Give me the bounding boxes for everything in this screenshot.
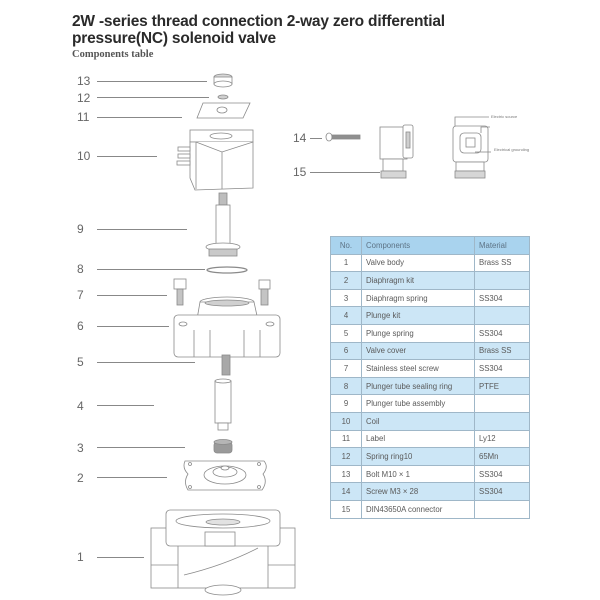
row-component: Coil <box>362 412 475 430</box>
callout-line-6 <box>97 326 169 327</box>
row-material: Brass SS <box>475 342 530 360</box>
row-no: 12 <box>331 448 362 466</box>
row-component: DIN43650A connector <box>362 500 475 518</box>
table-row <box>331 483 530 501</box>
valve-body-icon <box>151 510 295 595</box>
table-row <box>331 412 530 430</box>
row-material: SS304 <box>475 289 530 307</box>
row-no: 13 <box>331 465 362 483</box>
callout-1: 1 <box>77 550 84 564</box>
din-connector-front-icon <box>453 117 491 178</box>
callout-line-1 <box>97 557 144 558</box>
callout-9: 9 <box>77 222 84 236</box>
callout-line-10 <box>97 156 157 157</box>
table-row <box>331 377 530 395</box>
row-component: Label <box>362 430 475 448</box>
diaphragm-spring-icon <box>214 440 232 454</box>
row-no: 4 <box>331 307 362 325</box>
table-row <box>331 254 530 272</box>
row-no: 7 <box>331 360 362 378</box>
callout-line-5 <box>97 362 195 363</box>
row-component: Valve body <box>362 254 475 272</box>
callout-line-8 <box>97 269 205 270</box>
callout-line-9 <box>97 229 187 230</box>
row-component: Diaphragm kit <box>362 272 475 290</box>
column-header-material: Material <box>475 237 530 255</box>
table-header-row <box>331 237 530 255</box>
row-component: Plunge spring <box>362 324 475 342</box>
callout-6: 6 <box>77 319 84 333</box>
row-no: 1 <box>331 254 362 272</box>
table-row <box>331 307 530 325</box>
row-component: Plunger tube assembly <box>362 395 475 413</box>
table-row <box>331 448 530 466</box>
row-component: Diaphragm spring <box>362 289 475 307</box>
callout-line-7 <box>97 295 167 296</box>
row-material: Ly12 <box>475 430 530 448</box>
row-no: 2 <box>331 272 362 290</box>
table-row <box>331 289 530 307</box>
callout-2: 2 <box>77 471 84 485</box>
row-component: Spring ring10 <box>362 448 475 466</box>
table-row <box>331 272 530 290</box>
table-row <box>331 360 530 378</box>
row-material <box>475 500 530 518</box>
callout-line-12 <box>97 97 209 98</box>
row-material <box>475 412 530 430</box>
title-line-1: 2W -series thread connection 2-way zero differential <box>72 13 445 30</box>
electrical-grounding-label: Electrical grounding <box>494 147 530 152</box>
row-material <box>475 272 530 290</box>
table-row <box>331 395 530 413</box>
column-header-no: No. <box>331 237 362 255</box>
callout-4: 4 <box>77 399 84 413</box>
row-no: 11 <box>331 430 362 448</box>
sealing-ring-icon <box>207 267 247 273</box>
long-screw-icon <box>326 133 360 141</box>
callout-line-14 <box>310 138 322 139</box>
components-table-subtitle: Components table <box>72 49 154 60</box>
electric-source-label: Electric source <box>491 114 518 119</box>
title-line-2: pressure(NC) solenoid valve <box>72 30 276 47</box>
row-component: Plunger tube sealing ring <box>362 377 475 395</box>
callout-line-3 <box>97 447 185 448</box>
plunge-kit-icon <box>215 379 231 430</box>
row-component: Stainless steel screw <box>362 360 475 378</box>
callout-13: 13 <box>77 74 91 88</box>
callout-3: 3 <box>77 441 84 455</box>
row-material <box>475 395 530 413</box>
row-no: 8 <box>331 377 362 395</box>
row-no: 15 <box>331 500 362 518</box>
callout-10: 10 <box>77 149 91 163</box>
row-material: 65Mn <box>475 448 530 466</box>
row-no: 10 <box>331 412 362 430</box>
label-plate-icon <box>197 103 250 118</box>
table-row <box>331 324 530 342</box>
row-material <box>475 307 530 325</box>
callout-15: 15 <box>293 165 307 179</box>
plunge-spring-icon <box>222 355 230 375</box>
row-no: 9 <box>331 395 362 413</box>
row-material: SS304 <box>475 360 530 378</box>
table-row <box>331 342 530 360</box>
callout-7: 7 <box>77 288 84 302</box>
callout-line-2 <box>97 477 167 478</box>
row-no: 6 <box>331 342 362 360</box>
table-row <box>331 500 530 518</box>
callout-line-11 <box>97 117 182 118</box>
components-table <box>330 236 530 519</box>
row-component: Plunge kit <box>362 307 475 325</box>
plunger-tube-icon <box>206 193 240 256</box>
callout-11: 11 <box>77 110 90 124</box>
row-material: Brass SS <box>475 254 530 272</box>
spring-ring-icon <box>218 95 228 99</box>
row-material: SS304 <box>475 324 530 342</box>
callout-line-4 <box>97 405 154 406</box>
callout-8: 8 <box>77 262 84 276</box>
column-header-components: Components <box>362 237 475 255</box>
row-component: Bolt M10 × 1 <box>362 465 475 483</box>
din-connector-side-icon <box>380 125 413 178</box>
table-row <box>331 465 530 483</box>
row-component: Screw M3 × 28 <box>362 483 475 501</box>
row-no: 14 <box>331 483 362 501</box>
callout-5: 5 <box>77 355 84 369</box>
callout-14: 14 <box>293 131 307 145</box>
callout-line-15 <box>310 172 380 173</box>
row-no: 3 <box>331 289 362 307</box>
table-row <box>331 430 530 448</box>
row-material: PTFE <box>475 377 530 395</box>
callout-line-13 <box>97 81 207 82</box>
row-no: 5 <box>331 324 362 342</box>
valve-cover-icon <box>174 297 280 357</box>
coil-icon <box>177 130 253 190</box>
row-component: Valve cover <box>362 342 475 360</box>
row-material: SS304 <box>475 483 530 501</box>
callout-12: 12 <box>77 91 91 105</box>
diaphragm-kit-icon <box>184 461 266 490</box>
row-material: SS304 <box>475 465 530 483</box>
bolt-nut-icon <box>214 74 232 87</box>
